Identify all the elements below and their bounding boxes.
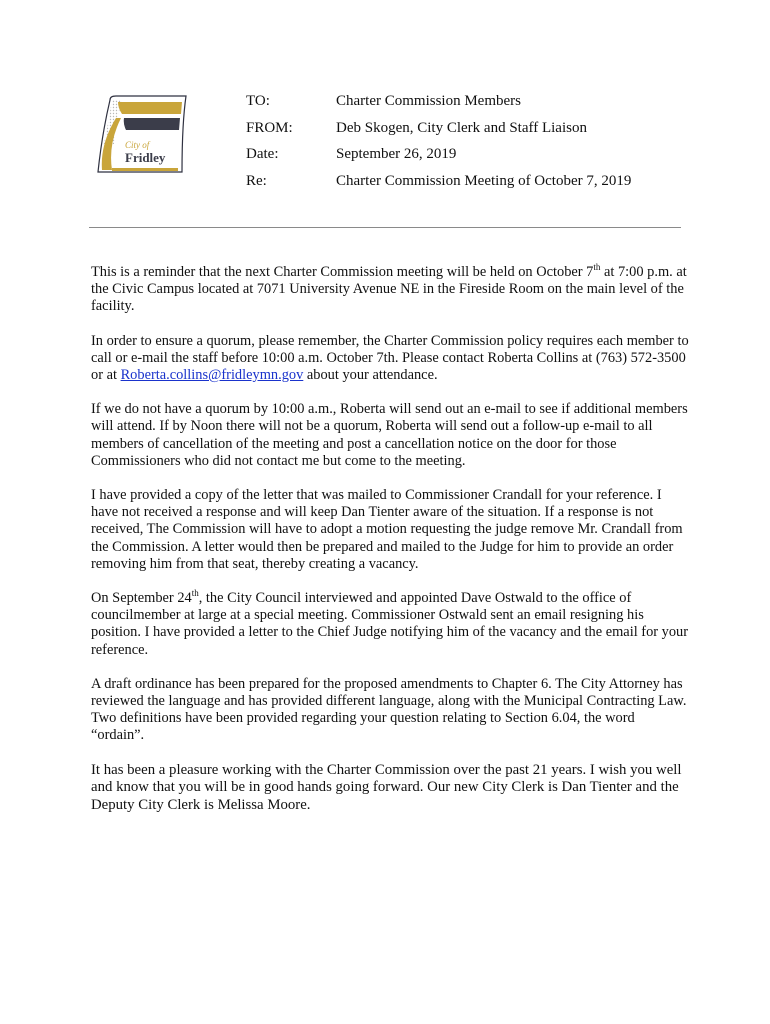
logo-underline	[112, 168, 178, 171]
memo-re-label: Re:	[246, 172, 267, 189]
memo-to-value: Charter Commission Members	[336, 93, 521, 109]
memo-date-value: September 26, 2019	[336, 146, 457, 162]
email-link[interactable]: Roberta.collins@fridleymn.gov	[120, 367, 304, 384]
ordinal-suffix: th	[593, 262, 601, 272]
memo-body	[91, 264, 691, 831]
memo-to-row	[246, 92, 631, 119]
memo-re-row	[246, 172, 631, 199]
city-of-fridley-logo	[88, 94, 188, 176]
memo-to-label: TO:	[246, 93, 270, 109]
paragraph-meeting-reminder	[91, 264, 691, 316]
memo-header	[246, 92, 631, 198]
paragraph-meeting-reminder-text-a: This is a reminder that the next Charter Commission meeting will be held on October 7	[91, 264, 594, 280]
paragraph-ostwald-text-b: , the City Council interviewed and appointed Dave Ostwald to the office of councilmember at large at a special meeting. Commissioner Ostwald sent an email resigning his position. I have provided a letter to the Chief Judge notifying him of the vacancy and the email for your reference.	[91, 590, 689, 658]
paragraph-ostwald-appointment	[91, 590, 691, 659]
paragraph-meeting-reminder-text-b: at 7:00 p.m. at the Civic Campus located at 7071 University Avenue NE in the Fireside Room on the main level of the facility.	[91, 264, 687, 315]
memo-from-label: FROM:	[246, 119, 293, 136]
paragraph-quorum-text-b: about your attendance.	[303, 367, 438, 384]
paragraph-farewell: It has been a pleasure working with the Charter Commission over the past 21 years. I wish you well and know that you will be in good hands going forward. Our new City Clerk is Dan Tienter and the Deputy City Clerk is Melissa Moore.	[91, 761, 682, 813]
memo-re-value: Charter Commission Meeting of October 7, 2019	[336, 172, 632, 189]
paragraph-quorum	[91, 333, 691, 385]
logo-slate-band	[124, 118, 180, 130]
logo-gold-band	[118, 102, 182, 114]
memo-date-row	[246, 145, 631, 172]
memo-date-label: Date:	[246, 146, 279, 162]
logo-text-city-of: City of	[125, 140, 150, 150]
paragraph-ostwald-text-a: On September 24	[91, 590, 192, 607]
paragraph-no-quorum: If we do not have a quorum by 10:00 a.m., Roberta will send out an e-mail to see if additional members will attend. If by Noon there will not be a quorum, Roberta will send out a follow-up e-mail to all members of cancellation of the meeting and post a cancellation notice on the door for those Commissioners who did not contact me but come to the meeting.	[91, 401, 688, 469]
header-divider	[89, 227, 681, 228]
logo-text-fridley: Fridley	[125, 150, 166, 165]
paragraph-quorum-text-a: In order to ensure a quorum, please remember, the Charter Commission policy requires each member to call or e-mail the staff before 10:00 a.m. October 7th. Please contact Roberta Collins at (763) 572-3500 or at	[91, 332, 689, 384]
memo-from-row	[246, 119, 631, 146]
paragraph-draft-ordinance: A draft ordinance has been prepared for the proposed amendments to Chapter 6. The City Attorney has reviewed the language and has provided different language, along with the Municipal Contracting Law. Two definitions have been provided regarding your question relating to Section 6.04, the word “ordain”.	[91, 675, 687, 744]
memo-from-value: Deb Skogen, City Clerk and Staff Liaison	[336, 119, 587, 136]
paragraph-crandall-letter: I have provided a copy of the letter that was mailed to Commissioner Crandall for your reference. I have not received a response and will keep Dan Tienter aware of the situation. If a response is not received, The Commission will have to adopt a motion requesting the judge remove Mr. Crandall from the Commission. A letter would then be prepared and mailed to the Judge for him to provide an order removing him from that seat, thereby creating a vacancy.	[91, 487, 683, 572]
ordinal-suffix: th	[191, 588, 199, 599]
